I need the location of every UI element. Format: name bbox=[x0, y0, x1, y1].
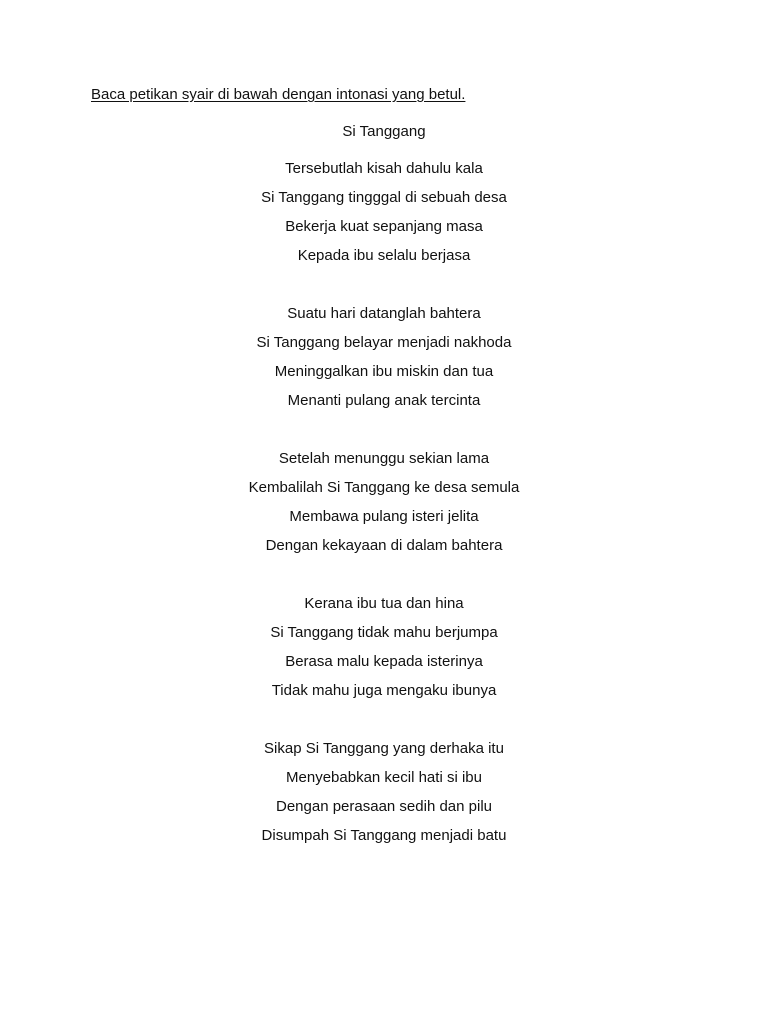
poem-title: Si Tanggang bbox=[342, 123, 426, 140]
poem-line: Tersebutlah kisah dahulu kala bbox=[285, 160, 483, 177]
poem-line: Setelah menunggu sekian lama bbox=[278, 450, 490, 467]
poem-line: Si Tanggang belayar menjadi nakhoda bbox=[256, 334, 512, 351]
poem-line: Sikap Si Tanggang yang derhaka itu bbox=[264, 740, 504, 757]
poem-line: Suatu hari datanglah bahtera bbox=[287, 305, 481, 322]
stanza-4 bbox=[0, 595, 768, 711]
poem-line: Kerana ibu tua dan hina bbox=[304, 595, 464, 612]
poem-line: Tidak mahu juga mengaku ibunya bbox=[271, 682, 497, 699]
poem-line: Meninggalkan ibu miskin dan tua bbox=[274, 363, 494, 380]
stanza-1 bbox=[0, 160, 768, 276]
poem-line: Kepada ibu selalu berjasa bbox=[297, 247, 471, 264]
poem-body bbox=[0, 160, 768, 885]
poem-line: Si Tanggang tidak mahu berjumpa bbox=[270, 624, 498, 641]
stanza-5 bbox=[0, 740, 768, 856]
poem-line: Dengan perasaan sedih dan pilu bbox=[276, 798, 492, 815]
poem-line: Menanti pulang anak tercinta bbox=[287, 392, 481, 409]
poem-line: Menyebabkan kecil hati si ibu bbox=[286, 769, 482, 786]
instruction-text: Baca petikan syair di bawah dengan intonasi yang betul. bbox=[91, 86, 466, 103]
poem-line: Si Tanggang tingggal di sebuah desa bbox=[261, 189, 507, 206]
poem-line: Bekerja kuat sepanjang masa bbox=[285, 218, 483, 235]
stanza-2 bbox=[0, 305, 768, 421]
stanza-3 bbox=[0, 450, 768, 566]
poem-line: Berasa malu kepada isterinya bbox=[285, 653, 483, 670]
poem-line: Kembalilah Si Tanggang ke desa semula bbox=[248, 479, 520, 496]
poem-line: Disumpah Si Tanggang menjadi batu bbox=[261, 827, 507, 844]
poem-line: Dengan kekayaan di dalam bahtera bbox=[265, 537, 503, 554]
poem-line: Membawa pulang isteri jelita bbox=[289, 508, 479, 525]
